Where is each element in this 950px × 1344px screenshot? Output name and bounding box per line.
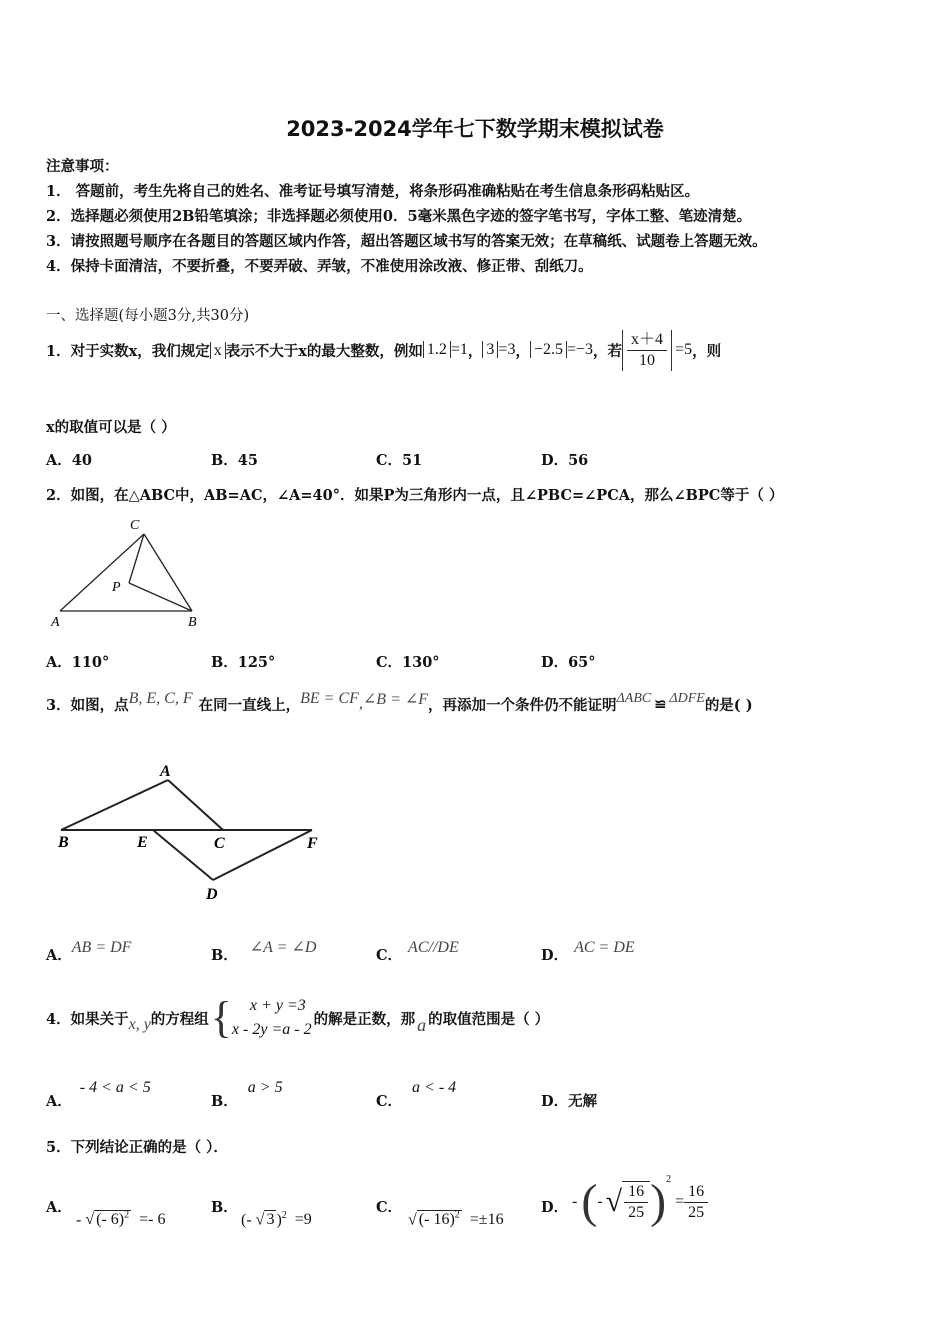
question-3-stem [46,690,753,718]
paren-close-icon: ) [650,1175,667,1228]
q4-option-c [376,1076,457,1110]
q5-option-a-label: A． [46,1199,72,1216]
q4-text: 的方程组 [150,1010,209,1028]
q3-text: 的是( ) [704,696,753,714]
q5-option-b-label: B． [211,1199,238,1216]
q4-option-a [46,1076,151,1110]
q3-label-c: C [214,835,225,852]
q3-option-b [211,936,317,964]
q5-d-den: 25 [628,1204,645,1221]
q4-option-d [541,1090,597,1111]
q1-floor-x: x [210,342,226,359]
q5-d-result-num: 16 [684,1182,708,1203]
q3-label-a: A [160,763,171,780]
q2-label-b: B [188,615,197,630]
q5-a-rad: (- 6) [96,1211,125,1229]
q5-a-minus: - [76,1211,82,1229]
q3-points: B, E, C, F [128,690,193,707]
sqrt-icon: √ [255,1211,265,1229]
q1-option-c: C．51 [376,452,423,469]
q5-d-result [684,1182,708,1223]
q5-d-exp: 2 [666,1174,672,1185]
sqrt-icon: √ [408,1211,417,1229]
q1-option-a: A．40 [46,452,92,469]
q5-d-eq: = [675,1193,685,1210]
q3-cond-2: ∠B = ∠F [362,691,429,708]
q1-eq: =1 [450,341,468,358]
question-2-stem: 2．如图，在△ABC中，AB=AC，∠A=40°．如果P为三角形内一点，且∠PBC=∠PCA，那么∠BPC等于（ ） [46,487,784,504]
q3-triangle-2: ΔDFE [669,691,705,706]
q5-b-exp: 2 [281,1210,287,1221]
q2-option-b: B．125° [211,654,276,671]
q1-frac-num: x＋4 [627,330,667,351]
q5-b-result: =9 [294,1211,312,1229]
q3-label-f: F [307,835,318,852]
q1-example-3 [530,341,593,359]
q5-b-close: ) [276,1211,282,1229]
q4-option-expr: a < - 4 [412,1079,457,1096]
q1-option-b: B．45 [211,452,258,469]
q3-text: ，再添加一个条件仍不能证明 [428,696,617,714]
section-heading: 一、选择题(每小题3分,共30分) [46,308,250,324]
q1-text: 1．对于实数x，我们规定 [46,342,210,360]
q1-text: 表示不大于x的最大整数，例如 [225,342,423,360]
sqrt-icon: √ [605,1185,623,1218]
q1-frac-result: =5 [675,341,693,358]
q1-bracket: −2.5 [530,341,567,358]
q3-figure [46,755,346,905]
q3-text: 3．如图，点 [46,696,129,714]
sqrt-icon: √ [85,1211,95,1229]
q4-text: 的解是正数，那 [313,1010,416,1028]
q3-option-label: A． [46,947,72,964]
q3-option-d [541,936,635,964]
notice-item: 1． 答题前，考生先将自己的姓名、准考证号填写清楚，将条形码准确粘贴在考生信息条形码粘贴区。 [46,183,700,200]
question-4-stem [46,990,549,1046]
question-5-stem: 5．下列结论正确的是（ ）． [46,1139,228,1156]
q5-option-d-expr [572,1174,708,1230]
q5-d-num: 16 [624,1182,648,1203]
q5-d-result-den: 25 [688,1203,705,1221]
q1-option-d: D．56 [541,452,589,469]
notice-item: 4．保持卡面清洁，不要折叠，不要弄破、弄皱，不准使用涂改液、修正带、刮纸刀。 [46,258,593,275]
q1-text: ，则 [692,342,722,360]
q4-brace: { [210,993,232,1042]
q4-option-label: C． [376,1093,403,1110]
q5-d-minus: - [572,1193,578,1210]
q5-a-result: =- 6 [139,1211,166,1229]
q5-option-c-label: C． [376,1199,403,1216]
q5-c-radicand [417,1210,462,1228]
paren-open-icon: ( [581,1175,598,1228]
q4-option-b [211,1076,283,1110]
q5-a-radicand [94,1210,131,1228]
q3-text: 在同一直线上， [198,696,301,714]
q3-triangle-1: ΔABC [616,691,652,706]
question-1-line2: x的取值可以是（ ） [46,419,176,436]
q3-option-expr: AC//DE [408,939,459,956]
q5-option-d-label: D． [541,1199,569,1216]
q3-option-label: B． [211,947,238,964]
q5-d-radicand [622,1181,650,1223]
q3-congruent: ≌ [654,695,667,713]
q3-label-d: D [206,886,218,903]
q5-b-radicand: 3 [266,1211,275,1229]
q5-option-c-expr [408,1210,504,1229]
q5-d-inner-minus: - [597,1193,603,1210]
q3-option-a [46,936,132,964]
q4-option-label: A． [46,1093,72,1110]
q1-sep: ， [515,342,530,360]
q1-bracket: 3 [482,341,498,358]
q1-example-1 [423,341,468,359]
q4-text: 4．如果关于 [46,1010,129,1028]
notice-heading: 注意事项： [46,158,119,175]
q4-eq1: x + y =3 [249,997,306,1014]
q2-option-a: A．110° [46,654,110,671]
notice-item: 2．选择题必须使用2B铅笔填涂；非选择题必须使用0．5毫米黑色字迹的签字笔书写，字体工整、笔迹清楚。 [46,208,752,225]
q5-a-exp: 2 [124,1210,130,1221]
q1-frac-den: 10 [639,351,656,369]
q1-example-2 [482,341,515,359]
q3-label-e: E [137,834,148,851]
q5-option-b-expr [241,1210,312,1229]
q3-cond-1: BE = CF [300,690,359,707]
q4-var-a: a [417,1014,427,1035]
q4-vars: x, y [128,1016,151,1033]
q4-option-expr: - 4 < a < 5 [79,1079,151,1096]
q3-label-b: B [58,834,69,851]
q3-option-c [376,936,459,964]
q4-text: 的取值范围是（ ） [428,1010,550,1028]
question-1-stem [46,325,721,375]
q3-option-expr: ∠A = ∠D [249,939,317,956]
q1-sep: ， [467,342,483,360]
q4-option-label: B． [211,1093,238,1110]
page-title: 2023-2024学年七下数学期末模拟试卷 [286,117,664,141]
q4-system [211,994,312,1042]
q3-sep: , [358,695,363,712]
q2-label-c: C [130,518,140,533]
q2-option-d: D．65° [541,654,596,671]
q4-option-expr: a > 5 [247,1079,283,1096]
q1-bracket: 1.2 [423,341,451,358]
q3-option-label: D． [541,947,569,964]
q3-option-expr: AB = DF [71,939,132,956]
q5-c-result: =±16 [469,1211,504,1229]
q1-eq: =3 [498,341,516,358]
q1-text: ，若 [593,342,623,360]
q4-option-expr: 无解 [568,1093,598,1110]
q5-b-open: (- [241,1211,256,1229]
q1-eq: =−3 [566,341,594,358]
q3-option-label: C． [376,947,403,964]
q1-condition [622,330,692,371]
q4-option-label: D． [541,1093,569,1110]
q2-triangle-figure [46,512,216,632]
notice-item: 3．请按照题号顺序在各题目的答题区域内作答，超出答题区域书写的答案无效；在草稿纸、试题卷上答题无效。 [46,233,767,250]
q5-c-exp: 2 [454,1210,460,1221]
q2-label-a: A [51,615,60,630]
q5-option-a-expr [76,1210,165,1229]
q2-option-c: C．130° [376,654,440,671]
q2-label-p: P [112,580,121,595]
q1-fraction [627,330,667,371]
q4-eq2: x - 2y =a - 2 [231,1021,312,1038]
q3-option-expr: AC = DE [574,939,635,956]
q5-c-rad: (- 16) [418,1211,455,1229]
